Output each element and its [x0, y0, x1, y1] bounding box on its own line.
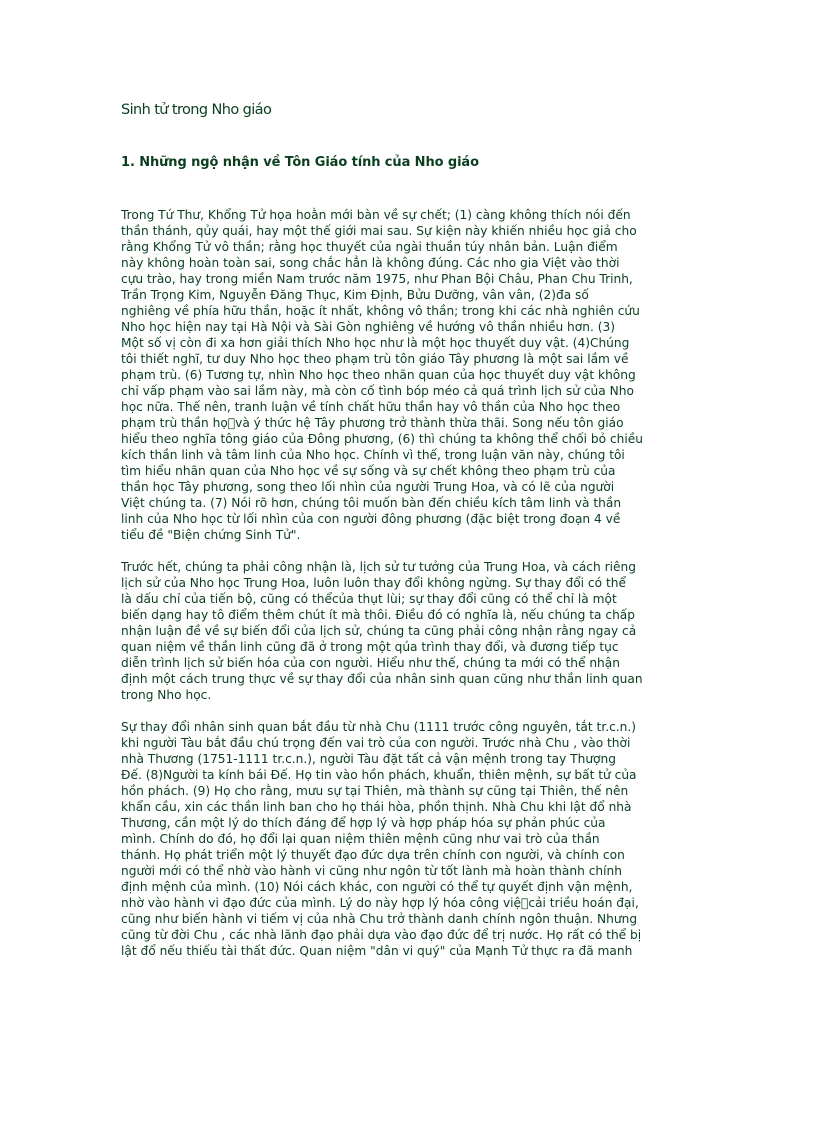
paragraph-2: Trước hết, chúng ta phải công nhận là, lịch sử tư tưởng của Trung Hoa, và cách riêng lịch sử của Nho học Trung Hoa, luôn luôn thay đổi không ngừng. Sự thay đổi có thể là dấu chỉ của tiến bộ, cũng có thểcủa thụt lùi; sự thay đổi cũng có thể chỉ là một biến dạng hay tô điểm thêm chút ít mà thôi. Điều đó có nghĩa là, nếu chúng ta chấp nhận luận đề về sự biến đổi của lịch sử, chúng ta cũng phải công nhận rằng ngay cả quan niệm về thần linh cũng đã ở trong một qúa trình thay đổi, và đương tiếp tục diễn trình lịch sử biến hóa của con người. Hiểu như thế, chúng ta mới có thể nhận định một cách trung thực về sự thay đổi của nhân sinh quan cũng như thần linh quan trong Nho học. [121, 560, 643, 702]
paragraph-1: Trong Tứ Thư, Khổng Tử họa hoằn mới bàn về sự chết; (1) càng không thích nói đến thần thánh, qủy quái, hay một thế giới mai sau. Sự kiện này khiến nhiều học giả cho rằng Khổng Tử vô thần; rằng học thuyết của ngài thuần túy nhân bản. Luận điểm này không hoàn toàn sai, song chắc hẳn là không đúng. Các nho gia Việt vào thời cựu trào, hay trong miền Nam trước năm 1975, như Phan Bội Châu, Phan Chu Trinh, Trần Trọng Kim, Nguyễn Đăng Thục, Kim Định, Bửu Dưỡng, vân vân, (2)đa số nghiêng về phía hữu thần, hoặc ít nhất, không vô thần; trong khi các nhà nghiên cứu Nho học hiện nay tại Hà Nội và Sài Gòn nghiêng về hướng vô thần nhiều hơn. (3) Một số vị còn đi xa hơn giải thích Nho học như là một học thuyết duy vật. (4)Chúng tôi thiết nghĩ, tư duy Nho học theo phạm trù tôn giáo Tây phương là một sai lầm về phạm trù. (6) Tương tự, nhìn Nho học theo nhãn quan của học thuyết duy vật không chỉ vấp phạm vào sai lầm này, mà còn cố tình bóp méo cả quá trình lịch sử của Nho học nữa. Thế nên, tranh luận về tính chất hữu thần hay vô thần của Nho học theo phạm trù thần họ và ý thức hệ Tây phương trở thành thừa thãi. Song nếu tôn giáo hiểu theo nghĩa tông giáo của Đông phương, (6) thì chúng ta không thể chối bỏ chiều kích thần linh và tâm linh của Nho học. Chính vì thế, trong luận văn này, chúng tôi tìm hiểu nhãn quan của Nho học về sự sống và sự chết không theo phạm trù của thần học Tây phương, song theo lối nhìn của người Trung Hoa, và có lẽ của người Việt chúng ta. (7) Nói rõ hơn, chúng tôi muốn bàn đến chiều kích tâm linh và thần linh của Nho học từ lối nhìn của con người đông phương (đặc biệt trong đoạn 4 về tiểu đề "Biện chứng Sinh Tử". [121, 208, 643, 542]
body-text [121, 207, 721, 975]
paragraph-3: Sự thay đổi nhân sinh quan bắt đầu từ nhà Chu (1111 trước công nguyên, tắt tr.c.n.) khi người Tàu bắt đầu chú trọng đến vai trò của con người. Trước nhà Chu , vào thời nhà Thương (1751-1111 tr.c.n.), người Tàu đặt tất cả vận mệnh trong tay Thượng Đế. (8)Người ta kính bái Đế. Họ tin vào hồn phách, khuẩn, thiên mệnh, sự bất tử của hồn phách. (9) Họ cho rằng, mưu sự tại Thiên, mà thành sự cũng tại Thiên, thế nên khẩn cầu, xin các thần linh ban cho họ thái hòa, phồn thịnh. Nhà Chu khi lật đổ nhà Thương, cần một lý do thích đáng để hợp lý và hợp pháp hóa sự phản phúc của mình. Chính do đó, họ đổi lại quan niệm thiên mệnh cũng như vai trò của thần thánh. Họ phát triển một lý thuyết đạo đức dựa trên chính con người, và chính con người mới có thể nhờ vào hành vi cũng như ngôn từ tốt lành mà hoàn thành chính định mệnh của mình. (10) Nói cách khác, con người có thể tự quyết định vận mệnh, nhờ vào hành vi đạo đức của mình. Lý do này hợp lý hóa công việ cải triều hoán đại, cũng như biến hành vi tiếm vị của nhà Chu trở thành danh chính ngôn thuận. Nhưng cũng từ đời Chu , các nhà lãnh đạo phải dựa vào đạo đức để trị nước. Họ rất có thể bị lật đổ nếu thiếu tài thất đức. Quan niệm "dân vi quý" của Mạnh Tử thực ra đã manh [121, 720, 642, 958]
section-heading: 1. Những ngộ nhận về Tôn Giáo tính của Nho giáo [121, 155, 479, 170]
page-title: Sinh tử trong Nho giáo [121, 102, 272, 118]
